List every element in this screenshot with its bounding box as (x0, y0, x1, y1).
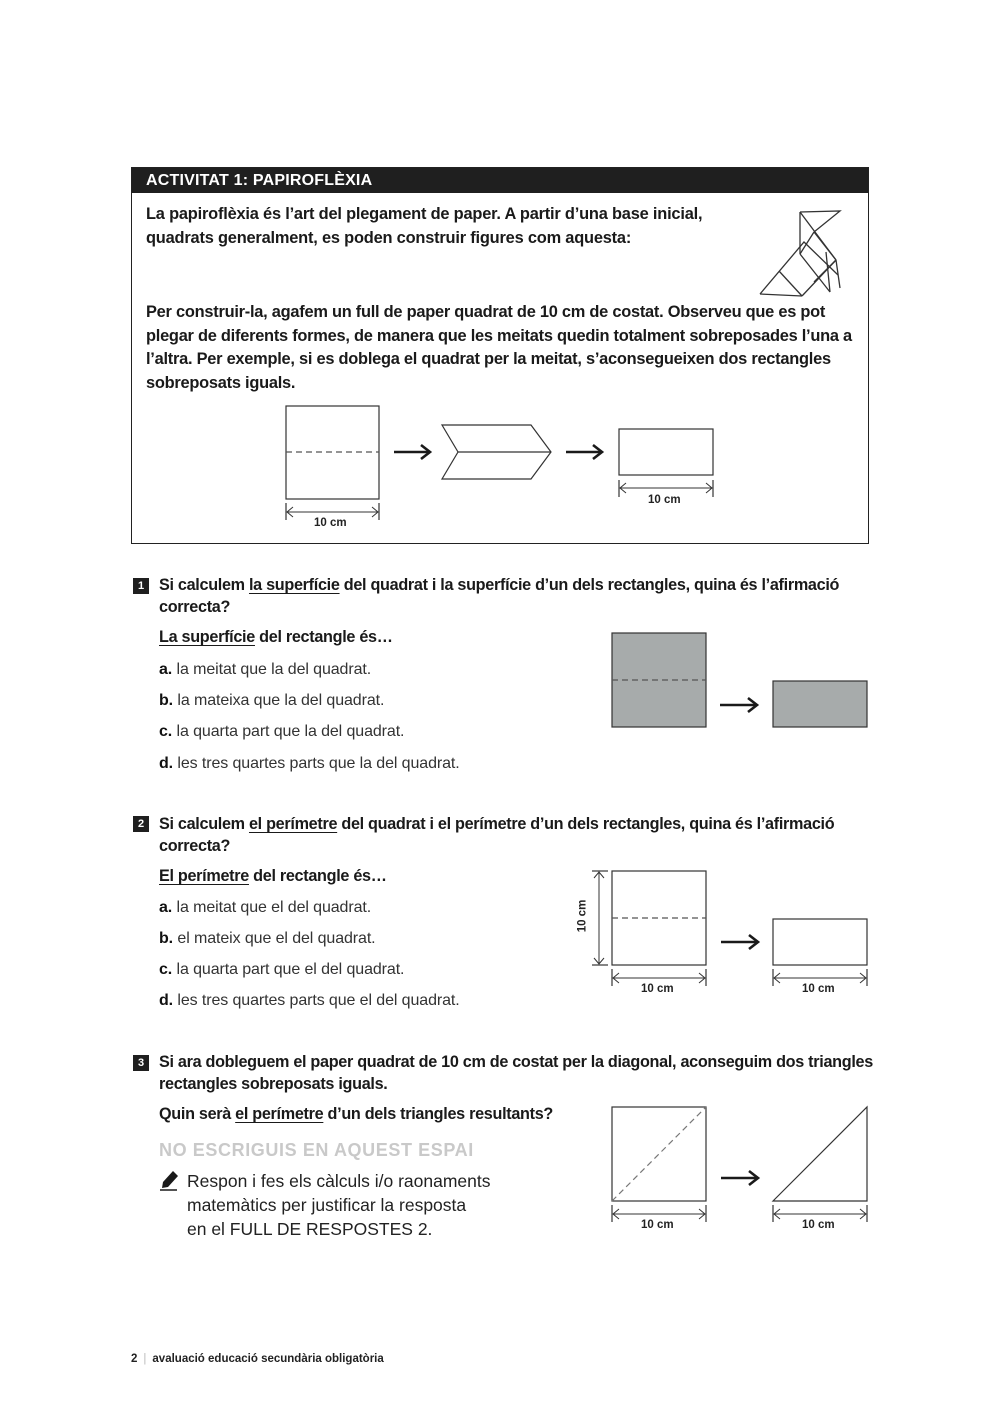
dimension-label: 10 cm (802, 983, 835, 995)
arrow-right-icon (721, 1171, 758, 1185)
question-3-lead: Quin serà el perímetre d’un dels triangles resultants? (159, 1105, 554, 1123)
question-1-lead: La superfície del rectangle és… (159, 628, 393, 646)
option-d[interactable]: d. les tres quartes parts que el del quadrat. (159, 992, 460, 1009)
option-b[interactable]: b. la mateixa que la del quadrat. (159, 692, 385, 709)
activity-intro: La papiroflèxia és l’art del plegament de paper. A partir d’una base inicial, quadrats generalment, es poden construir figures com aquesta: (146, 205, 703, 247)
option-c[interactable]: c. la quarta part que la del quadrat. (159, 723, 405, 740)
question-2-lead: El perímetre del rectangle és… (159, 867, 387, 885)
dimension-label: 10 cm (802, 1219, 835, 1231)
activity-header: ACTIVITAT 1: PAPIROFLÈXIA (132, 168, 868, 193)
question-number-badge: 2 (133, 816, 149, 832)
question-number-badge: 1 (133, 578, 149, 594)
question-number-badge: 3 (133, 1055, 149, 1071)
page-number: 2 (131, 1353, 138, 1365)
page-footer (131, 1353, 384, 1365)
footer-separator: | (143, 1353, 147, 1365)
question-2-text: Si calculem el perímetre del quadrat i el perímetre d’un dels rectangles, quina és l’afirmació correcta? (159, 815, 835, 855)
dimension-label: 10 cm (641, 983, 674, 995)
option-b[interactable]: b. el mateix que el del quadrat. (159, 930, 376, 947)
question-1-text: Si calculem la superfície del quadrat i la superfície d’un dels rectangles, quina és l’afirmació correcta? (159, 576, 840, 616)
option-a[interactable]: a. la meitat que el del quadrat. (159, 899, 372, 916)
answer-instruction: Respon i fes els càlculs i/o raonaments matemàtics per justificar la resposta en el FULL DE RESPOSTES 2. (187, 1171, 491, 1239)
footer-title: avaluació educació secundària obligatòria (152, 1353, 384, 1365)
dimension-label: 10 cm (648, 494, 681, 506)
option-c[interactable]: c. la quarta part que el del quadrat. (159, 961, 405, 978)
question-3-text: Si ara dobleguem el paper quadrat de 10 cm de costat per la diagonal, aconseguim dos triangles rectangles sobreposats iguals. (159, 1053, 873, 1093)
do-not-write-warning: NO ESCRIGUIS EN AQUEST ESPAI (159, 1140, 474, 1160)
option-a[interactable]: a. la meitat que la del quadrat. (159, 661, 372, 678)
option-d[interactable]: d. les tres quartes parts que la del quadrat. (159, 755, 460, 772)
dimension-label-vertical: 10 cm (576, 899, 589, 933)
activity-paragraph: Per construir-la, agafem un full de paper quadrat de 10 cm de costat. Observeu que es pot plegar de diferents formes, de manera que les meitats quedin totalment sobreposades l’una a l’altra. Per exemple, si es doblega el quadrat per la meitat, s’aconsegueixen dos rectangles sobreposats iguals. (146, 303, 852, 392)
dimension-label: 10 cm (314, 517, 347, 529)
dimension-label: 10 cm (641, 1219, 674, 1231)
